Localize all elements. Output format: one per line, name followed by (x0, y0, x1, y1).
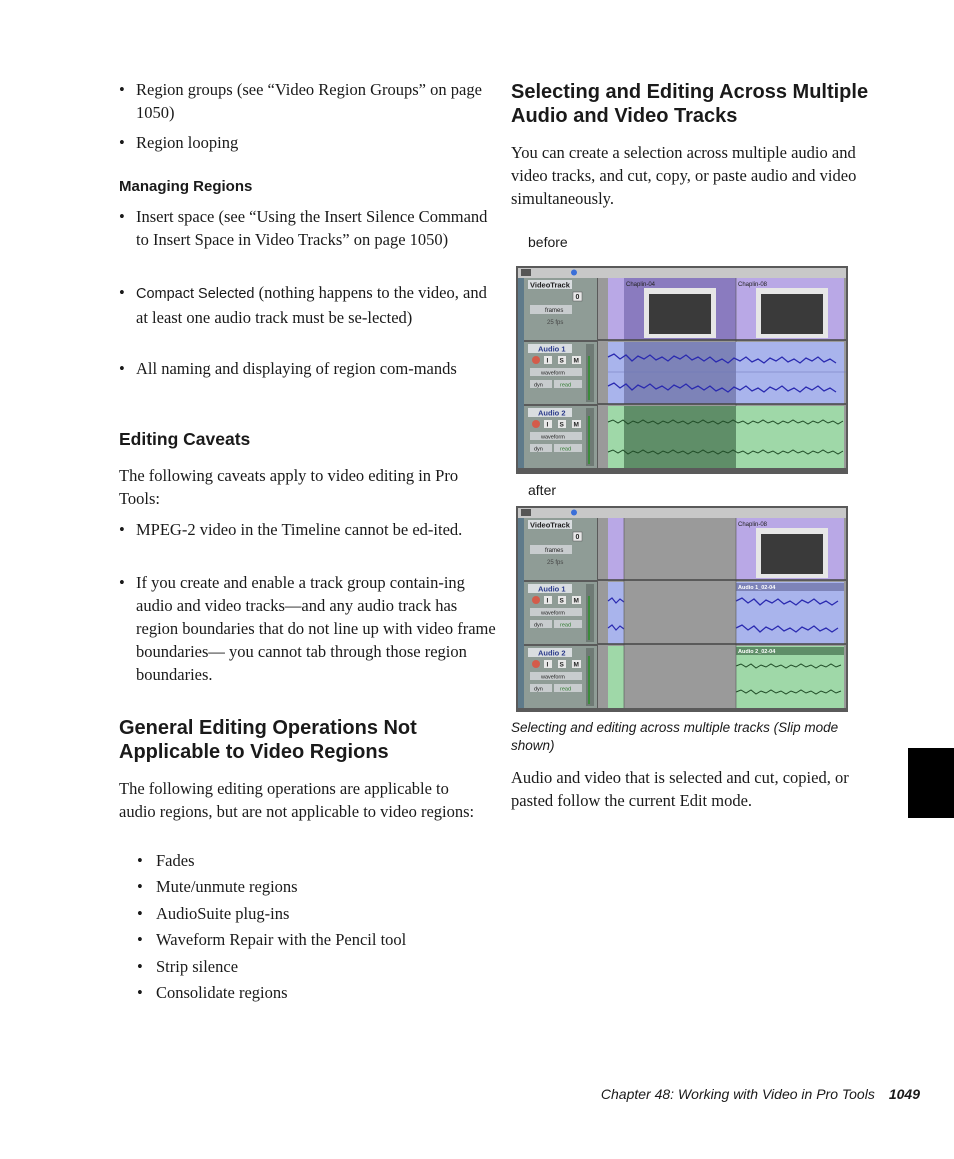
selecting-editing-heading: Selecting and Editing Across Multiple Audio and Video Tracks (511, 81, 869, 127)
dyn-label: dyn (534, 382, 543, 389)
input-button: I (546, 357, 549, 365)
editing-caveats-heading: Editing Caveats (119, 429, 251, 449)
bullet-text: Insert space (see “Using the Insert Silence Command to Insert Space in Video Tracks” on page 1050) (136, 207, 488, 249)
caveats-intro: The following caveats apply to video editing in Pro Tools: (119, 466, 459, 508)
bullet-text: MPEG-2 video in the Timeline cannot be ed-ited. (136, 520, 463, 539)
audio1-name: Audio 1 (538, 344, 566, 354)
bullet-naming (119, 357, 496, 380)
selecting-intro: You can create a selection across multiple audio and video tracks, and cut, copy, or paste audio and video simultaneously. (511, 143, 857, 208)
read-label: read (560, 622, 572, 629)
bullet-text: Region looping (136, 133, 239, 152)
op-item (137, 875, 496, 898)
figure-caption: Selecting and editing across multiple tracks (Slip mode shown) (511, 720, 839, 753)
frames-label: frames (545, 548, 564, 554)
bullet-text: (nothing happens to the video, and at least one audio track must be se-lected) (136, 283, 487, 327)
input-button: I (546, 597, 549, 605)
waveform-label: waveform (541, 370, 565, 377)
dyn-label: dyn (534, 686, 543, 693)
general-editing-heading: General Editing Operations Not Applicable to Video Regions (119, 717, 417, 763)
bullet-text: Region groups (see “Video Region Groups” on page 1050) (136, 80, 482, 122)
op-text: Waveform Repair with the Pencil tool (156, 930, 407, 949)
fps-label: 25 fps (547, 320, 564, 326)
after-label: after (528, 482, 557, 498)
op-item (137, 955, 496, 978)
read-label: read (560, 446, 572, 453)
op-text: Fades (156, 851, 195, 870)
bullet-region-groups (119, 78, 496, 124)
solo-button: S (559, 661, 564, 669)
clip-label: Chaplin-04 (626, 282, 656, 288)
region-label: Audio 2_02-04 (738, 649, 776, 655)
input-button: I (546, 421, 549, 429)
command-name: Compact Selected (136, 286, 255, 302)
dyn-label: dyn (534, 446, 543, 453)
video-track-name: VideoTrack (530, 280, 570, 290)
op-text: Mute/unmute regions (156, 877, 298, 896)
op-text: Consolidate regions (156, 983, 288, 1002)
audio1-name: Audio 1 (538, 584, 566, 594)
after-screenshot (516, 506, 848, 712)
waveform-label: waveform (541, 434, 565, 441)
mute-button: M (573, 357, 579, 365)
clip-label: Chaplin-08 (738, 282, 768, 288)
mute-button: M (573, 661, 579, 669)
op-text: AudioSuite plug-ins (156, 904, 290, 923)
op-text: Strip silence (156, 957, 239, 976)
audio2-name: Audio 2 (538, 648, 566, 658)
fps-label: 25 fps (547, 560, 564, 566)
mute-button: M (573, 421, 579, 429)
page-number: 1049 (888, 1086, 920, 1102)
read-label: read (560, 382, 572, 389)
waveform-label: waveform (541, 674, 565, 681)
solo-button: S (559, 597, 564, 605)
bullet-track-group (119, 571, 496, 686)
bullet-region-looping (119, 131, 496, 154)
managing-regions-heading: Managing Regions (119, 178, 253, 195)
chapter-tab (908, 748, 954, 818)
solo-button: S (559, 421, 564, 429)
before-screenshot (516, 266, 848, 474)
bullet-text: If you create and enable a track group contain-ing audio and video tracks—and any audio track has region boundaries that do not line up with video frame boundaries— you cannot tab through those region boundaries. (136, 573, 496, 684)
svg-text:0: 0 (575, 534, 580, 541)
bullet-mpeg2 (119, 518, 496, 541)
general-intro: The following editing operations are applicable to audio regions, but are not applicable to video regions: (119, 779, 475, 821)
op-item (137, 928, 496, 951)
op-item (137, 902, 496, 925)
frames-label: frames (545, 308, 564, 314)
dyn-label: dyn (534, 622, 543, 629)
clip-label: Chaplin-08 (738, 522, 768, 528)
op-item (137, 981, 496, 1004)
before-label: before (528, 234, 568, 250)
region-label: Audio 1_02-04 (738, 585, 776, 591)
page-footer (601, 1086, 920, 1102)
bullet-insert-space (119, 205, 496, 251)
video-track-name: VideoTrack (530, 520, 570, 530)
chapter-title: Chapter 48: Working with Video in Pro Tools (600, 1086, 875, 1102)
read-label: read (560, 686, 572, 693)
mute-button: M (573, 597, 579, 605)
bullet-compact-selected (119, 281, 496, 329)
audio2-name: Audio 2 (538, 408, 566, 418)
edit-mode-paragraph: Audio and video that is selected and cut, copied, or pasted follow the current Edit mode. (511, 768, 849, 810)
op-item (137, 849, 496, 872)
solo-button: S (559, 357, 564, 365)
bullet-text: All naming and displaying of region com-mands (136, 359, 457, 378)
input-button: I (546, 661, 549, 669)
waveform-label: waveform (541, 610, 565, 617)
svg-text:0: 0 (575, 294, 580, 301)
